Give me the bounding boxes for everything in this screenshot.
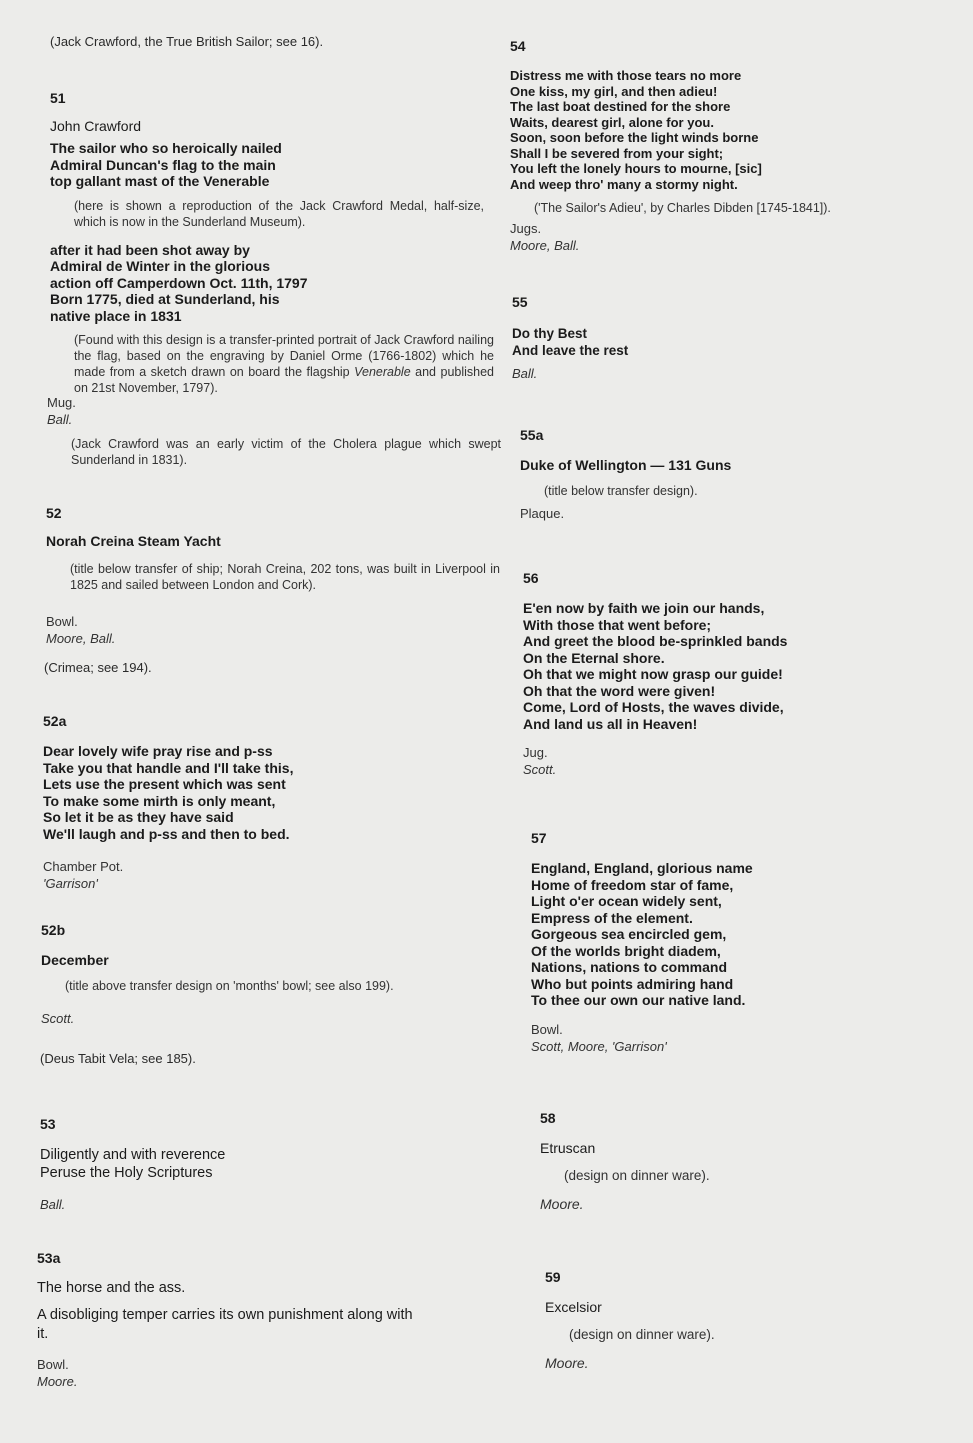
verse-part-2 xyxy=(50,242,520,325)
cross-reference-crimea: (Crimea; see 194). xyxy=(44,660,152,675)
entry-54 xyxy=(510,38,940,254)
source-collection: Moore, Ball. xyxy=(46,631,116,646)
cross-reference-deus-tabit-vela: (Deus Tabit Vela; see 185). xyxy=(40,1051,196,1066)
editor-note: (design on dinner ware). xyxy=(569,1327,715,1342)
verse-line: Waits, dearest girl, alone for you. xyxy=(510,114,714,130)
source-collection: 'Garrison' xyxy=(43,876,98,891)
editor-note: (here is shown a reproduction of the Jack Crawford Medal, half-size, which is now in the Sunderland Museum). xyxy=(74,198,484,229)
verse-line: Nations, nations to command xyxy=(531,959,728,975)
entry-heading: John Crawford xyxy=(50,118,142,134)
verse xyxy=(510,68,940,192)
entry-number: 57 xyxy=(531,830,547,846)
verse-line: Diligently and with reverence xyxy=(40,1147,226,1163)
verse-line: Soon, soon before the light winds borne xyxy=(510,130,759,145)
entry-59 xyxy=(545,1269,973,1372)
entry-number: 52a xyxy=(43,713,67,729)
entry-number: 54 xyxy=(510,38,526,54)
verse-line: Lets use the present which was sent xyxy=(43,776,286,792)
entry-58 xyxy=(540,1110,970,1213)
entry-number: 56 xyxy=(523,570,539,586)
verse-line: And leave the rest xyxy=(512,342,629,358)
entry-57 xyxy=(531,830,961,1055)
note-text: (Found with this design is a transfer-printed portrait of Jack Crawford nailing the flag, based on the engraving by Daniel Orme (1766-1802) which he made from a sketch drawn on board the flagship xyxy=(74,333,494,379)
verse-line: England, England, glorious name xyxy=(531,860,753,876)
verse xyxy=(43,743,513,842)
entry-number: 52 xyxy=(46,505,62,521)
entry-number: 55a xyxy=(520,427,544,443)
verse-line: Who but points admiring hand xyxy=(531,975,734,992)
source-collection: Scott. xyxy=(41,1011,75,1026)
verse-line: We'll laugh and p-ss and then to bed. xyxy=(43,825,290,842)
verse-line: Admiral Duncan's flag to the main xyxy=(50,156,276,173)
verse-line: To make some mirth is only meant, xyxy=(43,792,276,809)
source-collection: Scott. xyxy=(523,762,557,777)
verse xyxy=(512,326,942,359)
entry-52a xyxy=(43,713,513,892)
entry-number: 51 xyxy=(50,90,66,106)
verse-line: Come, Lord of Hosts, the waves divide, xyxy=(523,699,784,715)
entry-title: December xyxy=(41,952,109,968)
entry-52 xyxy=(46,505,516,647)
verse-line: Dear lovely wife pray rise and p-ss xyxy=(43,743,273,759)
source-collection: Ball. xyxy=(47,412,73,427)
verse-line: Born 1775, died at Sunderland, his xyxy=(50,291,280,307)
entry-52b xyxy=(41,922,511,1027)
object-type: Bowl. xyxy=(37,1357,69,1372)
verse-line: To thee our own our native land. xyxy=(531,992,746,1008)
entry-number: 59 xyxy=(545,1269,561,1285)
source-collection: Scott, Moore, 'Garrison' xyxy=(531,1038,667,1054)
verse-line: Distress me with those tears no more xyxy=(510,68,742,83)
source-collection: Moore. xyxy=(37,1374,78,1389)
verse xyxy=(523,600,953,732)
entry-title: Duke of Wellington — 131 Guns xyxy=(520,457,732,473)
entry-number: 58 xyxy=(540,1110,556,1126)
source-collection: Moore. xyxy=(540,1196,584,1212)
source-collection: Ball. xyxy=(40,1197,66,1212)
verse-line: And weep thro' many a stormy night. xyxy=(510,176,738,192)
verse-line: The sailor who so heroically nailed xyxy=(50,140,282,156)
motto: A disobliging temper carries its own punishment along with it. xyxy=(37,1307,413,1342)
verse xyxy=(531,860,961,1009)
editor-note: (title above transfer design on 'months' bowl; see also 199). xyxy=(65,979,394,993)
entry-55a xyxy=(520,427,950,522)
verse-line: Light o'er ocean widely sent, xyxy=(531,893,722,909)
verse-line: Empress of the element. xyxy=(531,909,693,926)
editor-note: (Jack Crawford was an early victim of the Cholera plague which swept Sunderland in 1831). xyxy=(71,437,501,467)
object-type: Jugs. xyxy=(510,221,542,236)
object-type: Chamber Pot. xyxy=(43,859,124,874)
entry-number: 52b xyxy=(41,922,66,938)
object-type: Plaque. xyxy=(520,506,565,521)
verse-line: Peruse the Holy Scriptures xyxy=(40,1165,213,1181)
note-text: and published on 21st November, 1797). xyxy=(74,365,495,395)
verse-line: On the Eternal shore. xyxy=(523,649,665,666)
object-type: Bowl. xyxy=(531,1021,563,1037)
editor-note: (title below transfer design). xyxy=(544,484,698,498)
source-collection: Ball. xyxy=(512,366,538,381)
verse xyxy=(40,1146,510,1182)
entry-number: 53 xyxy=(40,1116,56,1132)
editor-note: (design on dinner ware). xyxy=(564,1168,710,1183)
source-collection: Moore. xyxy=(545,1355,589,1371)
object-type: Bowl. xyxy=(46,614,78,629)
verse-line: The last boat destined for the shore xyxy=(510,99,731,114)
verse-line: Gorgeous sea encircled gem, xyxy=(531,926,727,942)
ship-name: Venerable xyxy=(354,365,411,379)
verse-line: Of the worlds bright diadem, xyxy=(531,942,721,959)
entry-53 xyxy=(40,1116,510,1213)
verse-line: And greet the blood be-sprinkled bands xyxy=(523,633,788,649)
editor-note: (title below transfer of ship; Norah Creina, 202 tons, was built in Liverpool in 1825 and sailed between London and Cork). xyxy=(70,562,500,592)
entry-number: 55 xyxy=(512,294,528,310)
object-type: Mug. xyxy=(47,395,76,410)
entry-title: Etruscan xyxy=(540,1140,596,1156)
verse-line: E'en now by faith we join our hands, xyxy=(523,600,765,616)
verse-line: Oh that the word were given! xyxy=(523,682,716,699)
entry-51 xyxy=(50,90,520,396)
verse-line: And land us all in Heaven! xyxy=(523,715,698,732)
verse-line: Oh that we might now grasp our guide! xyxy=(523,666,783,682)
entry-51-object xyxy=(47,394,517,468)
object-type: Jug. xyxy=(523,745,548,760)
source-collection: Moore, Ball. xyxy=(510,238,580,253)
verse-line: One kiss, my girl, and then adieu! xyxy=(510,83,718,99)
verse-line: You left the lonely hours to mourne, [sic] xyxy=(510,161,762,176)
entry-56 xyxy=(523,570,953,778)
entry-title: Excelsior xyxy=(545,1299,602,1315)
verse-line: Take you that handle and I'll take this, xyxy=(43,759,294,776)
entry-title: The horse and the ass. xyxy=(37,1280,186,1296)
entry-title: Norah Creina Steam Yacht xyxy=(46,533,221,549)
cross-reference-jack-crawford: (Jack Crawford, the True British Sailor; see 16). xyxy=(50,34,324,49)
attribution: ('The Sailor's Adieu', by Charles Dibden [1745-1841]). xyxy=(534,201,831,215)
verse-line: Admiral de Winter in the glorious xyxy=(50,258,271,274)
entry-53a xyxy=(37,1250,417,1390)
verse-part-1 xyxy=(50,140,520,190)
verse-line: after it had been shot away by xyxy=(50,241,250,258)
verse-line: Do thy Best xyxy=(512,326,588,341)
editor-note xyxy=(50,332,494,396)
verse-line: With those that went before; xyxy=(523,616,712,633)
entry-55 xyxy=(512,294,942,382)
verse-line: So let it be as they have said xyxy=(43,809,234,825)
entry-number: 53a xyxy=(37,1250,61,1266)
verse-line: action off Camperdown Oct. 11th, 1797 xyxy=(50,274,308,291)
verse-line: top gallant mast of the Venerable xyxy=(50,173,270,189)
verse-line: Home of freedom star of fame, xyxy=(531,876,734,893)
verse-line: native place in 1831 xyxy=(50,307,182,324)
verse-line: Shall I be severed from your sight; xyxy=(510,145,724,161)
